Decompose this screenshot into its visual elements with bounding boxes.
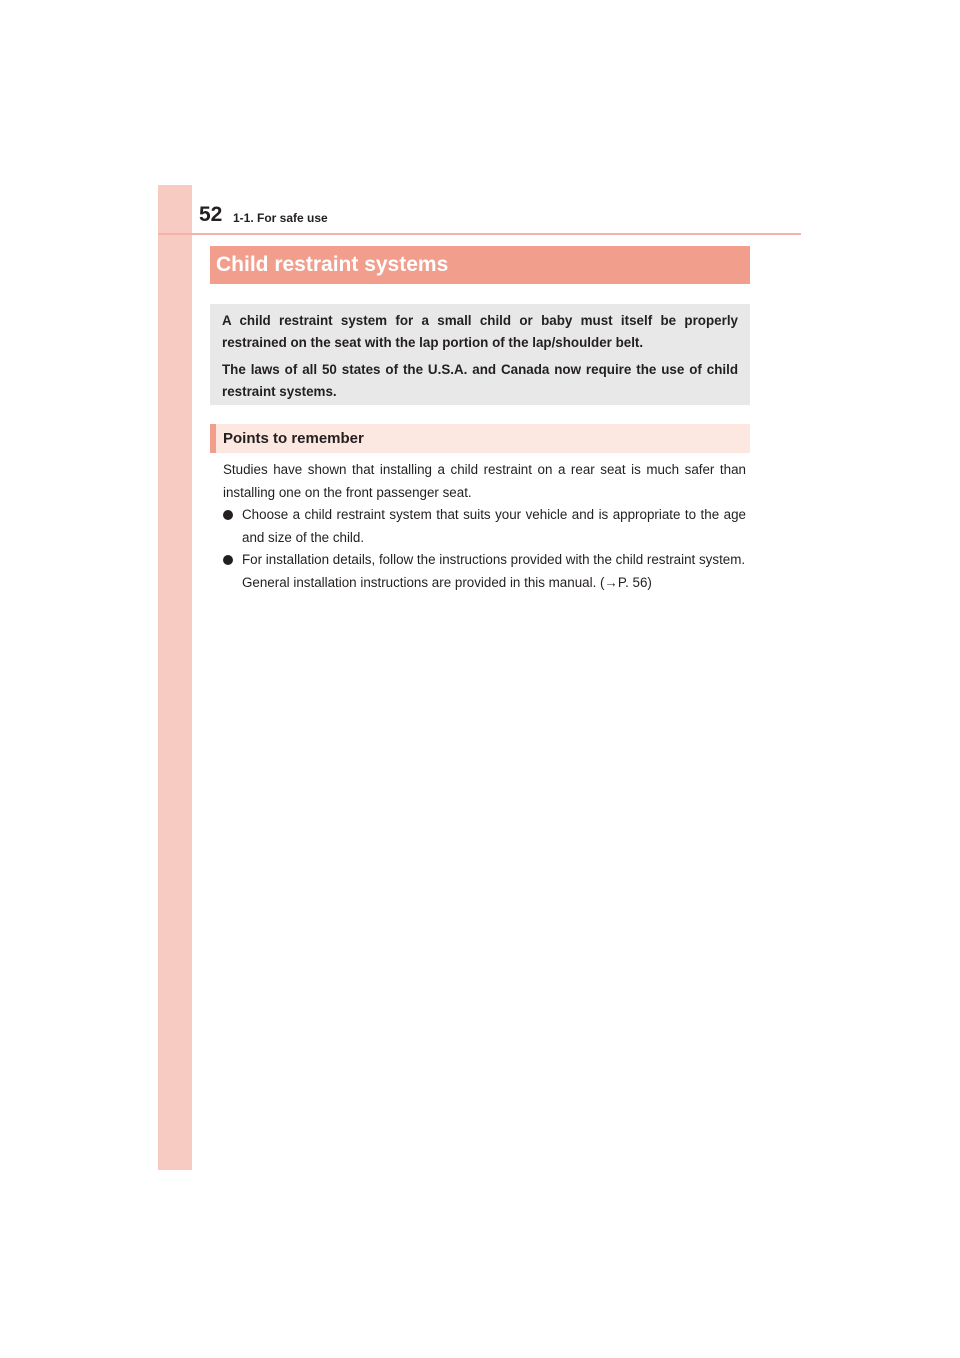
bullet-dot-icon: [223, 510, 233, 520]
list-item-text: For installation details, follow the instructions provided with the child restraint system.: [242, 552, 746, 567]
subsection-title: Points to remember: [223, 430, 364, 447]
subsection-title-bar: [210, 424, 750, 453]
intro-paragraph: The laws of all 50 states of the U.S.A. and Canada now require the use of child restraint systems.: [222, 362, 738, 399]
intro-paragraph: A child restraint system for a small child or baby must itself be properly restrained on the seat with the lap portion of the lap/shoulder belt.: [222, 313, 738, 350]
intro-box: [210, 304, 750, 405]
section-breadcrumb: 1-1. For safe use: [233, 211, 328, 225]
header-rule: [158, 233, 801, 235]
page-reference-text: General installation instructions are provided in this manual. (→P. 56): [242, 574, 652, 590]
bullet-dot-icon: [223, 555, 233, 565]
side-color-band: [158, 185, 192, 1170]
list-item-text: Choose a child restraint system that suits your vehicle and is appropriate to the age and size of the child.: [242, 507, 746, 545]
subsection-body: [223, 459, 746, 594]
page-number: 52: [199, 203, 223, 226]
section-title-bar: [210, 246, 750, 284]
list-item: [223, 504, 746, 549]
page-title: Child restraint systems: [216, 253, 449, 276]
list-item: [223, 549, 746, 594]
body-paragraph: Studies have shown that installing a child restraint on a rear seat is much safer than installing one on the front passenger seat.: [223, 462, 746, 500]
subsection-accent: [210, 424, 216, 453]
